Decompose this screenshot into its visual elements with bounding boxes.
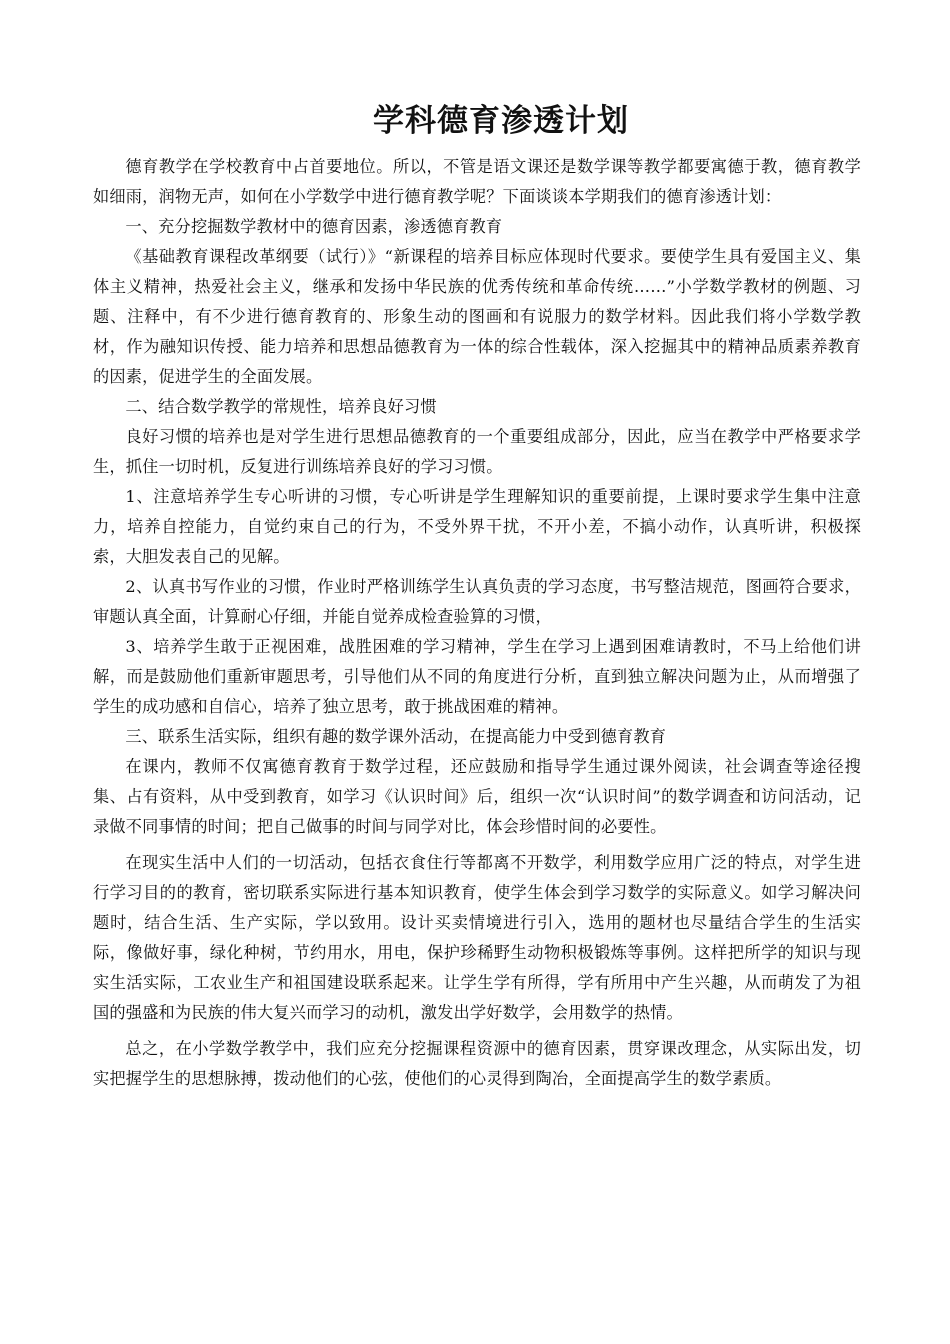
body-paragraph: 在课内，教师不仅寓德育教育于数学过程，还应鼓励和指导学生通过课外阅读，社会调查等途径搜集、占有资料，从中受到教育，如学习《认识时间》后，组织一次“认识时间”的数学调查和访问活动，记录做不同事情的时间；把自己做事的时间与同学对比，体会珍惜时间的必要性。 (93, 757, 861, 836)
section-heading-2: 二、结合数学教学的常规性，培养良好习惯 (125, 397, 437, 416)
section-heading-3: 三、联系生活实际，组织有趣的数学课外活动，在提高能力中受到德育教育 (125, 727, 667, 746)
section-heading-1: 一、充分挖掘数学教材中的德育因素，渗透德育教育 (125, 217, 503, 236)
document-title: 学科德育渗透计划 (373, 103, 629, 139)
intro-paragraph: 德育教学在学校教育中占首要地位。所以，不管是语文课还是数学课等教学都要寓德于教，德育教学如细雨，润物无声，如何在小学数学中进行德育教学呢？下面谈谈本学期我们的德育渗透计划： (93, 157, 861, 206)
list-item-2: 2、认真书写作业的习惯，作业时严格训练学生认真负责的学习态度，书写整洁规范，图画符合要求，审题认真全面，计算耐心仔细，并能自觉养成检查验算的习惯， (93, 577, 861, 626)
body-paragraph: 《基础教育课程改革纲要（试行）》“新课程的培养目标应体现时代要求。要使学生具有爱国主义、集体主义精神，热爱社会主义，继承和发扬中华民族的优秀传统和革命传统……”小学数学教材的例题、习题、注释中，有不少进行德育教育的、形象生动的图画和有说服力的数学材料。因此我们将小学数学教材，作为融知识传授、能力培养和思想品德教育为一体的综合性载体，深入挖掘其中的精神品质素养教育的因素，促进学生的全面发展。 (93, 247, 861, 386)
list-item-3: 3、培养学生敢于正视困难，战胜困难的学习精神，学生在学习上遇到困难请教时，不马上给他们讲解，而是鼓励他们重新审题思考，引导他们从不同的角度进行分析，直到独立解决问题为止，从而增强了学生的成功感和自信心，培养了独立思考，敢于挑战困难的精神。 (93, 637, 861, 716)
conclusion-paragraph: 总之，在小学数学教学中，我们应充分挖掘课程资源中的德育因素，贯穿课改理念，从实际出发，切实把握学生的思想脉搏，拨动他们的心弦，使他们的心灵得到陶冶，全面提高学生的数学素质。 (93, 1039, 861, 1088)
list-item-1: 1、注意培养学生专心听讲的习惯，专心听讲是学生理解知识的重要前提，上课时要求学生集中注意力，培养自控能力，自觉约束自己的行为，不受外界干扰，不开小差，不搞小动作，认真听讲，积极探索，大胆发表自己的见解。 (93, 487, 861, 566)
document-page (93, 92, 861, 1094)
body-paragraph: 良好习惯的培养也是对学生进行思想品德教育的一个重要组成部分，因此，应当在教学中严格要求学生，抓住一切时机，反复进行训练培养良好的学习习惯。 (93, 427, 861, 476)
body-paragraph: 在现实生活中人们的一切活动，包括衣食住行等都离不开数学，利用数学应用广泛的特点，对学生进行学习目的的教育，密切联系实际进行基本知识教育，使学生体会到学习数学的实际意义。如学习解决问题时，结合生活、生产实际，学以致用。设计买卖情境进行引入，选用的题材也尽量结合学生的生活实际，像做好事，绿化种树，节约用水，用电，保护珍稀野生动物积极锻炼等事例。这样把所学的知识与现实生活实际，工农业生产和祖国建设联系起来。让学生学有所得，学有所用中产生兴趣，从而萌发了为祖国的强盛和为民族的伟大复兴而学习的动机，激发出学好数学，会用数学的热情。 (93, 853, 861, 1022)
